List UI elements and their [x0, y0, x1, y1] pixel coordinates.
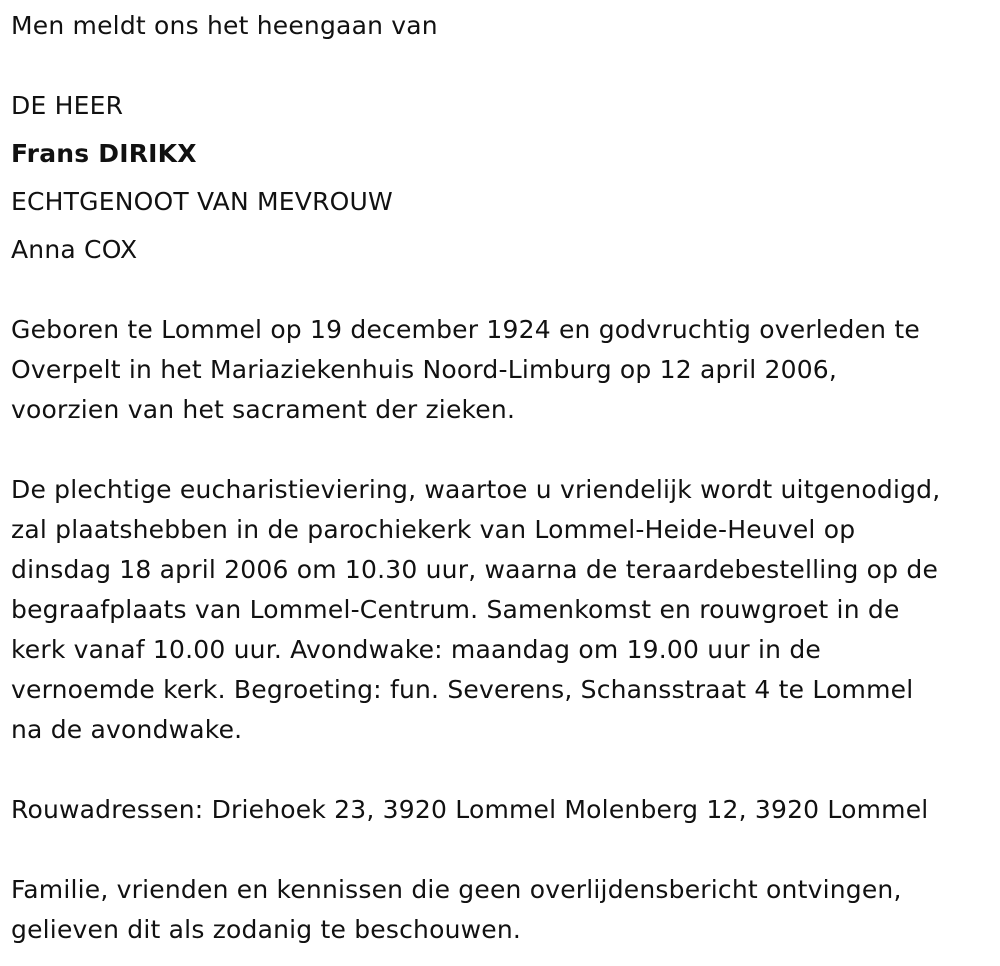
mourning-addresses: Rouwadressen: Driehoek 23, 3920 Lommel Molenberg 12, 3920 Lommel — [11, 795, 929, 824]
funeral-line: dinsdag 18 april 2006 om 10.30 uur, waarna de teraardebestelling op de — [11, 555, 939, 584]
funeral-line: na de avondwake. — [11, 715, 243, 744]
funeral-line: kerk vanaf 10.00 uur. Avondwake: maandag om 19.00 uur in de — [11, 635, 821, 664]
spouse-relation: ECHTGENOOT VAN MEVROUW — [11, 187, 393, 216]
spouse-name: Anna COX — [11, 235, 138, 264]
funeral-line: De plechtige eucharistieviering, waartoe u vriendelijk wordt uitgenodigd, — [11, 475, 941, 504]
funeral-line: begraafplaats van Lommel-Centrum. Samenkomst en rouwgroet in de — [11, 595, 900, 624]
funeral-line: vernoemde kerk. Begroeting: fun. Severens, Schansstraat 4 te Lommel — [11, 675, 914, 704]
intro-text: Men meldt ons het heengaan van — [11, 11, 438, 40]
birth-death-line: Geboren te Lommel op 19 december 1924 en godvruchtig overleden te — [11, 315, 920, 344]
closing-line: Familie, vrienden en kennissen die geen overlijdensbericht ontvingen, — [11, 875, 902, 904]
birth-death-line: voorzien van het sacrament der zieken. — [11, 395, 516, 424]
birth-death-line: Overpelt in het Mariaziekenhuis Noord-Limburg op 12 april 2006, — [11, 355, 838, 384]
funeral-line: zal plaatshebben in de parochiekerk van Lommel-Heide-Heuvel op — [11, 515, 856, 544]
title-prefix: DE HEER — [11, 91, 124, 120]
deceased-name: Frans DIRIKX — [11, 139, 197, 168]
closing-line: gelieven dit als zodanig te beschouwen. — [11, 915, 522, 944]
